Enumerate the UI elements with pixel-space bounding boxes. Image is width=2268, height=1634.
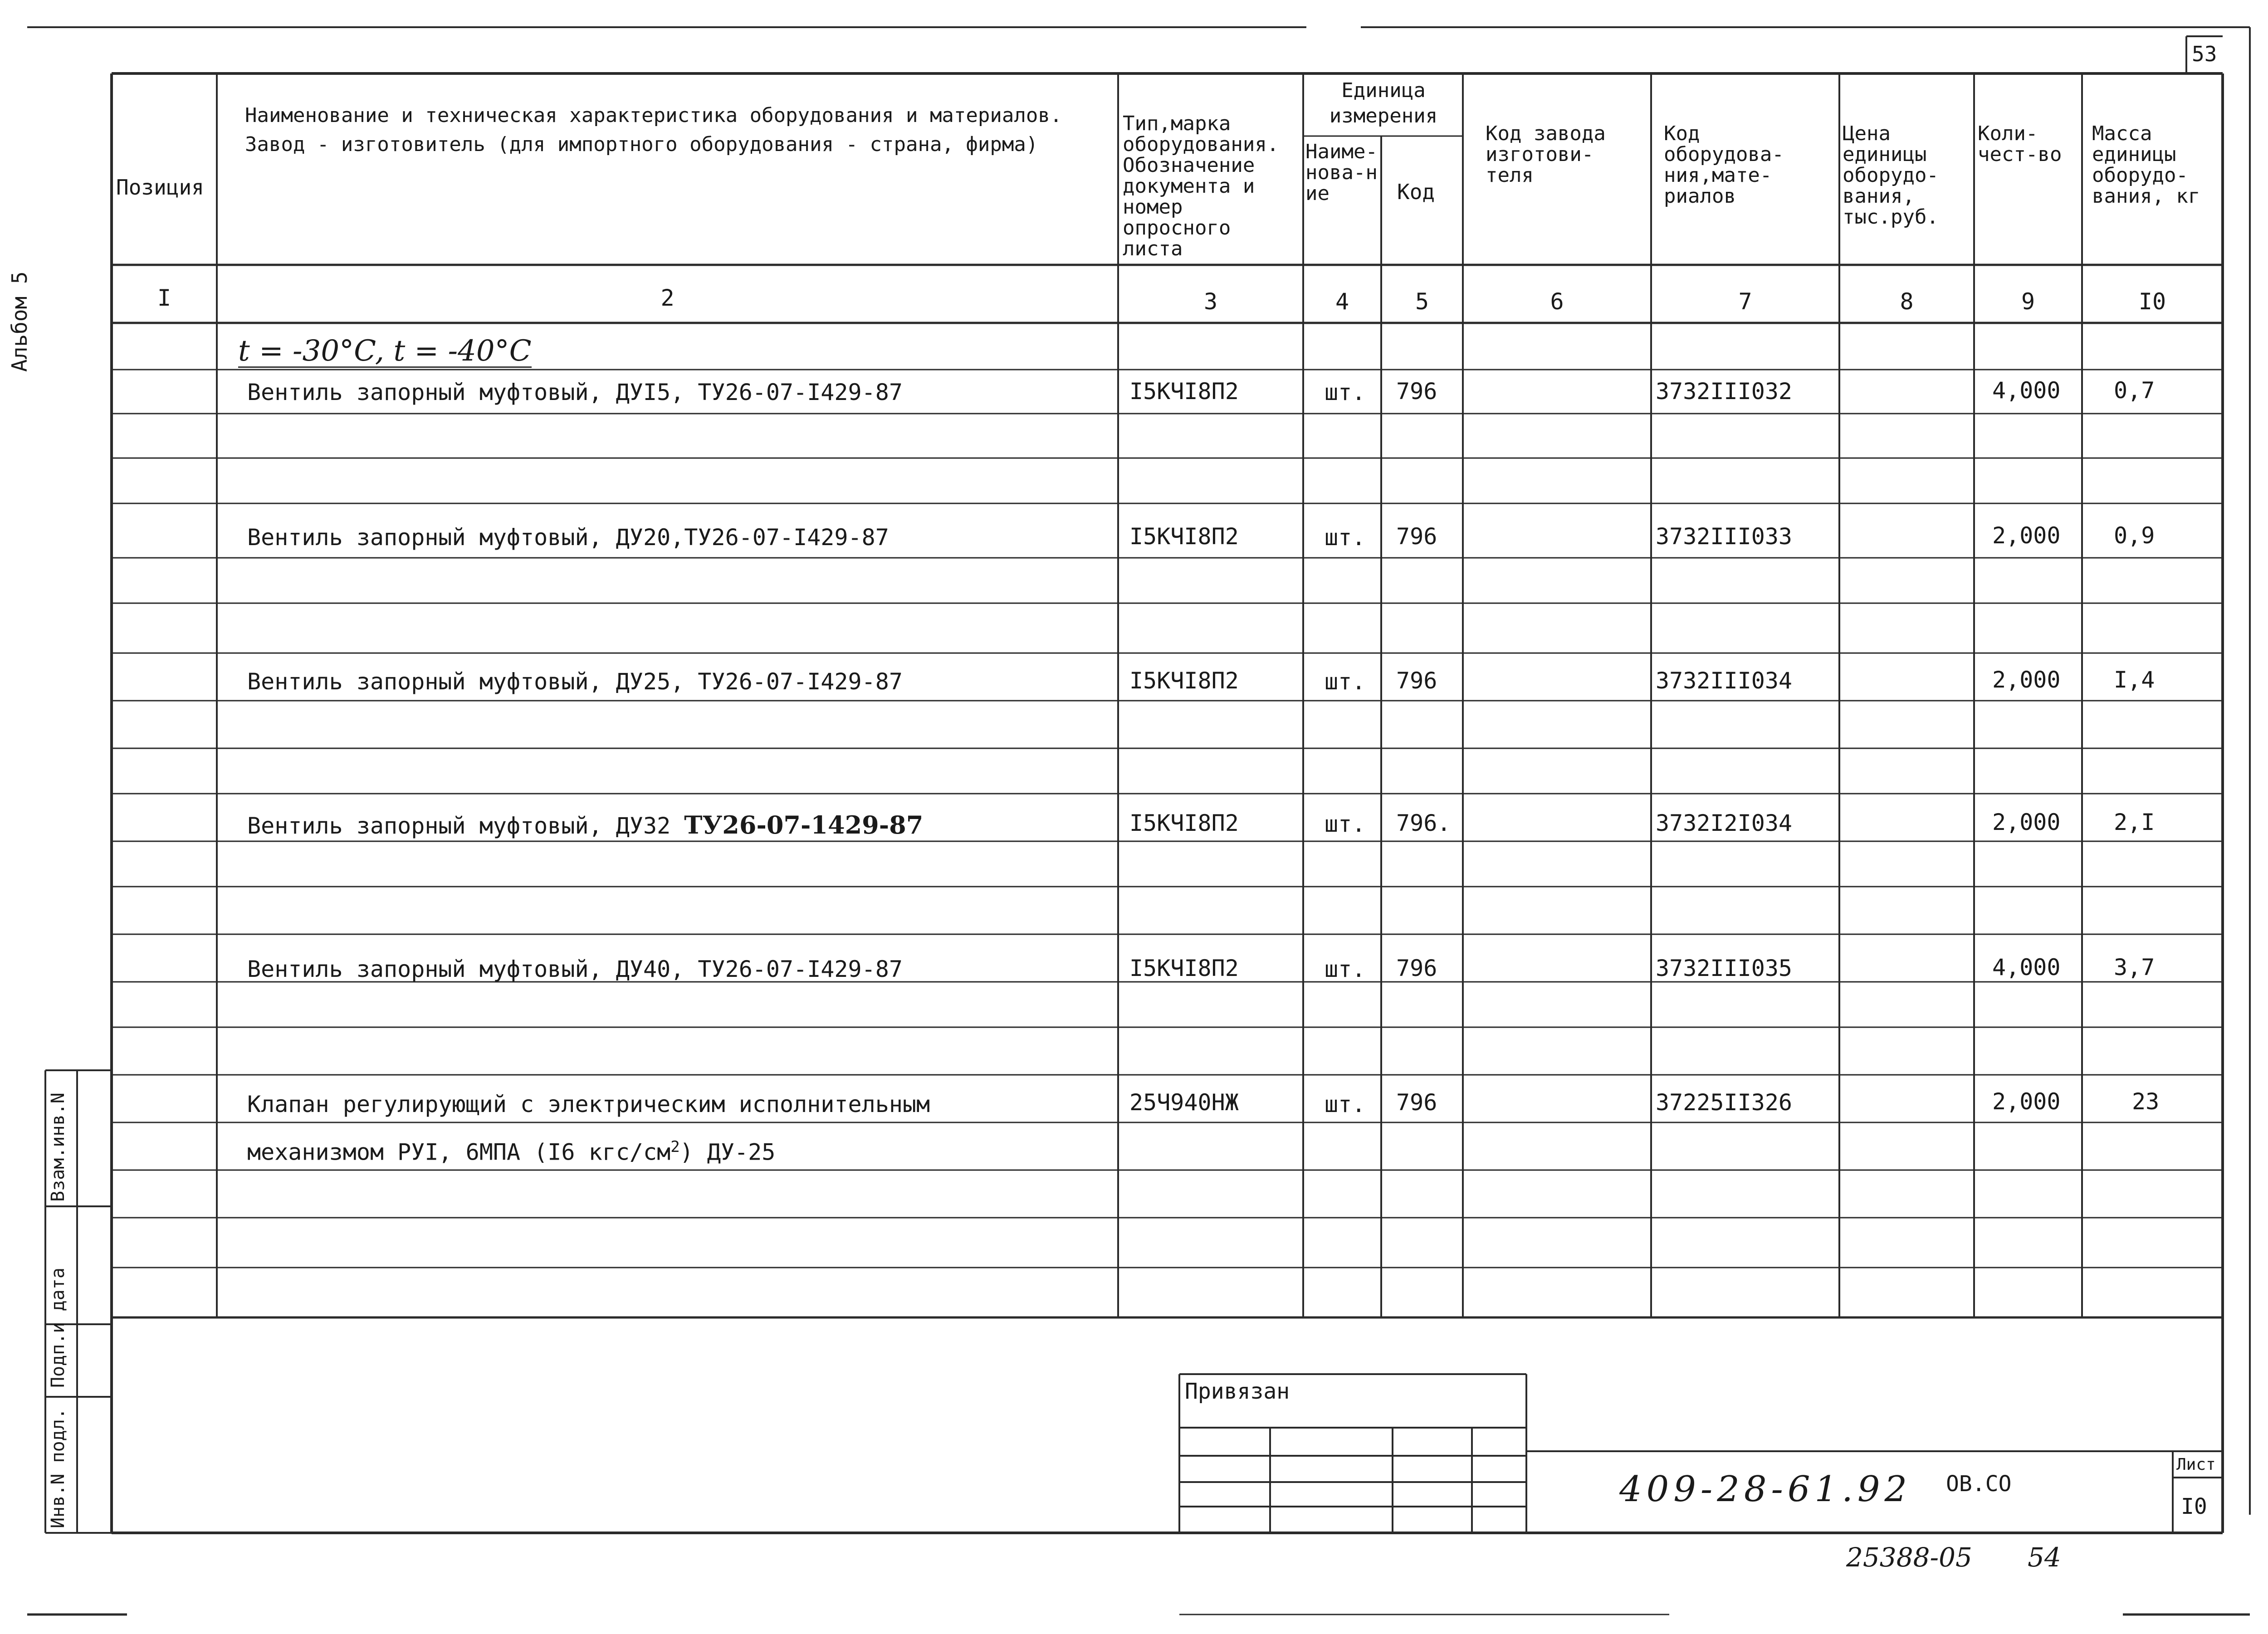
stamp-archive-page: 54 — [2028, 1542, 2061, 1573]
row-4-type: I5КЧI8П2 — [1129, 810, 1239, 836]
header-position: Позиция — [116, 175, 204, 200]
header-quantity: Коли-чест-во — [1978, 122, 2062, 166]
row-2-unit: шт. — [1325, 524, 1366, 551]
row-4-name-handwritten: ТУ26-07-1429-87 — [684, 810, 924, 839]
row-1-equip-code: 3732III032 — [1656, 378, 1793, 405]
colnum-9: 9 — [2021, 288, 2035, 315]
row-2-type: I5КЧI8П2 — [1129, 523, 1239, 550]
row-6-name: Клапан регулирующий с электрическим исполнительным — [247, 1091, 930, 1117]
colnum-8: 8 — [1900, 288, 1914, 315]
header-name — [245, 105, 1098, 155]
stamp-sheet-label: Лист — [2176, 1455, 2216, 1474]
row-4-qty: 2,000 — [1992, 809, 2061, 835]
row-6-equip-code: 37225II326 — [1656, 1089, 1793, 1116]
colnum-10: I0 — [2138, 288, 2166, 315]
row-6-name-line2-text: механизмом РУI, 6МПА (I6 кгс/см — [247, 1139, 671, 1166]
row-3-unit-code: 796 — [1396, 668, 1437, 694]
row-3-unit: шт. — [1325, 668, 1366, 695]
stamp-bound-label: Привязан — [1185, 1379, 1290, 1404]
row-3-type: I5КЧI8П2 — [1129, 668, 1239, 694]
stamp-doc-suffix: ОВ.СО — [1946, 1471, 2012, 1497]
row-5-equip-code: 3732III035 — [1656, 955, 1793, 981]
row-4-unit-code: 796. — [1396, 810, 1451, 836]
row-5-unit-code: 796 — [1396, 955, 1437, 981]
album-label: Альбом 5 — [7, 271, 32, 372]
side-stamp-replaced: Взам.инв.N — [48, 1093, 68, 1202]
colnum-3: 3 — [1203, 288, 1218, 315]
side-stamp-sign-date: Подп.и дата — [48, 1268, 68, 1388]
row-4-name-typed: Вентиль запорный муфтовый, ДУ32 — [247, 813, 671, 839]
row-3-mass: I,4 — [2114, 667, 2155, 693]
header-unit-group: Единица измерения — [1329, 79, 1438, 127]
row-2-unit-code: 796 — [1396, 523, 1437, 550]
row-6-unit: шт. — [1325, 1091, 1366, 1117]
row-5-qty: 4,000 — [1992, 954, 2061, 980]
colnum-2: 2 — [660, 285, 675, 311]
row-5-name: Вентиль запорный муфтовый, ДУ40, ТУ26-07-I429-87 — [247, 956, 903, 982]
row-1-qty: 4,000 — [1992, 377, 2061, 404]
row-1-unit: шт. — [1325, 379, 1366, 405]
row-1-unit-code: 796 — [1396, 378, 1437, 405]
row-2-qty: 2,000 — [1992, 522, 2061, 549]
colnum-4: 4 — [1335, 288, 1349, 315]
side-stamp-inv-orig: Инв.N подл. — [48, 1408, 68, 1528]
colnum-5: 5 — [1415, 288, 1429, 315]
colnum-6: 6 — [1550, 288, 1564, 315]
header-unit-name: Наиме-нова-ние — [1305, 140, 1378, 205]
row-6-mass: 23 — [2132, 1088, 2160, 1115]
row-3-equip-code: 3732III034 — [1656, 668, 1793, 694]
header-factory-code: Код завода изготови-теля — [1486, 122, 1606, 187]
header-name-line1: Наименование и техническая характеристика оборудования и материалов. — [245, 104, 1062, 127]
row-6-unit-code: 796 — [1396, 1089, 1437, 1116]
header-price: Цена единицы оборудо-вания, тыс.руб. — [1843, 122, 1939, 229]
stamp-doc-code: 409-28-61.92 — [1619, 1469, 1912, 1510]
header-name-line2: Завод - изготовитель (для импортного оборудования - страна, фирма) — [245, 133, 1038, 156]
row-6-name-line2 — [247, 1139, 775, 1164]
row-6-name-line2-end: ) ДУ-25 — [679, 1139, 776, 1166]
row-3-qty: 2,000 — [1992, 667, 2061, 693]
row-2-mass: 0,9 — [2114, 522, 2155, 549]
row-1-mass: 0,7 — [2114, 377, 2155, 404]
row-4-name — [247, 810, 924, 839]
row-3-name: Вентиль запорный муфтовый, ДУ25, ТУ26-07-I429-87 — [247, 668, 903, 695]
colnum-7: 7 — [1738, 288, 1752, 315]
row-6-name-sup: 2 — [670, 1138, 680, 1156]
stamp-sheet-number: I0 — [2181, 1494, 2207, 1519]
colnum-1: I — [157, 285, 171, 311]
row-4-equip-code: 3732I2I034 — [1656, 810, 1793, 836]
row-1-type: I5КЧI8П2 — [1129, 378, 1239, 405]
row-2-equip-code: 3732III033 — [1656, 523, 1793, 550]
row-6-qty: 2,000 — [1992, 1088, 2061, 1115]
row-4-unit: шт. — [1325, 811, 1366, 837]
header-unit-code: Код — [1397, 180, 1435, 204]
row-5-type: I5КЧI8П2 — [1129, 955, 1239, 981]
row-2-name: Вентиль запорный муфтовый, ДУ20,ТУ26-07-I429-87 — [247, 524, 889, 551]
page-number: 53 — [2192, 42, 2217, 66]
row-6-type: 25Ч940НЖ — [1129, 1089, 1239, 1116]
stamp-archive-number: 25388-05 — [1846, 1542, 1972, 1573]
header-mass: Масса единицы оборудо-вания, кг — [2092, 122, 2200, 208]
row-4-mass: 2,I — [2114, 809, 2155, 835]
row-5-mass: 3,7 — [2114, 954, 2155, 980]
header-type: Тип,марка оборудования. Обозначение документа и номер опросного листа — [1123, 112, 1279, 260]
row-1-name: Вентиль запорный муфтовый, ДУI5, ТУ26-07-I429-87 — [247, 379, 903, 405]
header-equip-code: Код оборудова-ния,мате-риалов — [1664, 122, 1784, 208]
temperature-note: t = -30°C, t = -40°C — [238, 334, 532, 368]
row-5-unit: шт. — [1325, 956, 1366, 982]
